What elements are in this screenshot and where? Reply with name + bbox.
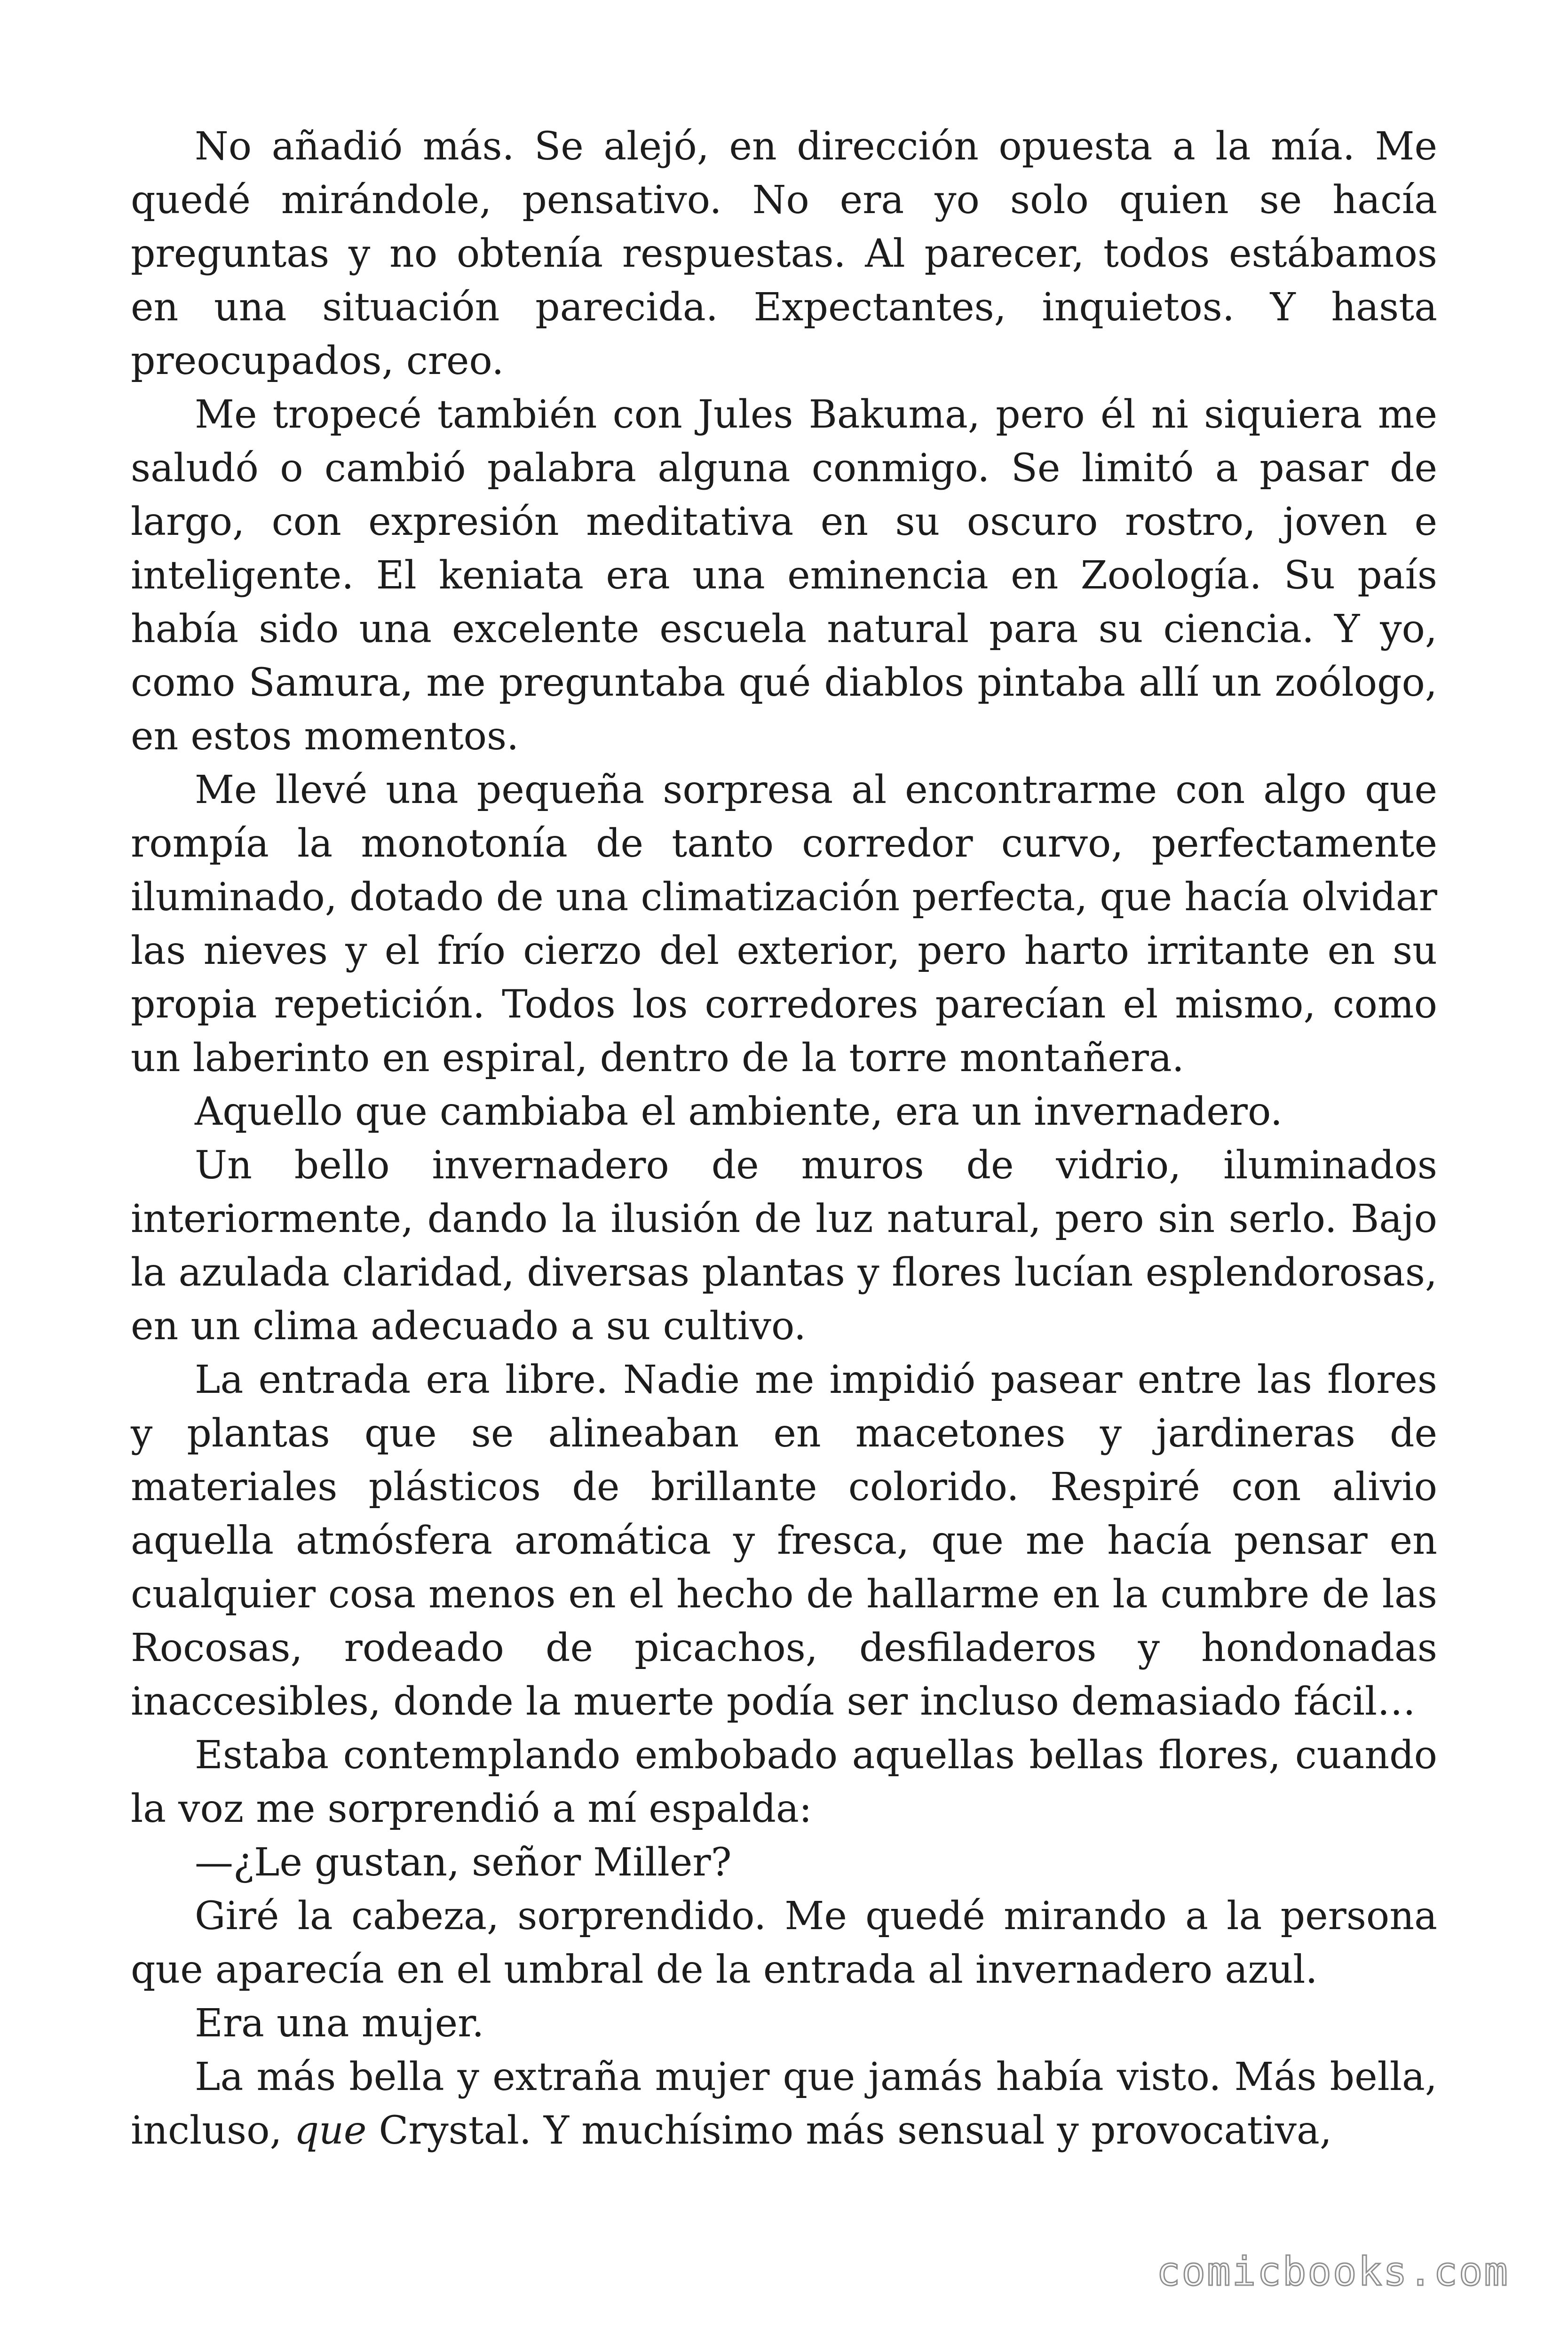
body-text	[131, 120, 1437, 2158]
paragraph: Me tropecé también con Jules Bakuma, pero él ni siquiera me saludó o cambió palabra alguna conmigo. Se limitó a pasar de largo, con expresión meditativa en su oscuro rostro, joven e inteligente. El keniata era una eminencia en Zoología. Su país había sido una excelente escuela natural para su ciencia. Y yo, como Samura, me preguntaba qué diablos pintaba allí un zoólogo, en estos momentos.	[131, 392, 1437, 759]
dialogue-line: —¿Le gustan, señor Miller?	[195, 1840, 732, 1885]
italic-word: que	[294, 2108, 367, 2153]
text-run: Crystal. Y muchísimo más sensual y provocativa,	[366, 2108, 1332, 2153]
paragraph: Era una mujer.	[195, 2001, 484, 2046]
paragraph: Giré la cabeza, sorprendido. Me quedé mirando a la persona que aparecía en el umbral de la entrada al invernadero azul.	[131, 1894, 1437, 1992]
paragraph-last	[131, 2050, 1437, 2158]
paragraph: Aquello que cambiaba el ambiente, era un invernadero.	[195, 1089, 1283, 1134]
watermark: comicbooks.com	[1156, 2249, 1509, 2295]
paragraph: Estaba contemplando embobado aquellas bellas flores, cuando la voz me sorprendió a mí espalda:	[131, 1733, 1437, 1831]
paragraph: Me llevé una pequeña sorpresa al encontrarme con algo que rompía la monotonía de tanto corredor curvo, perfectamente iluminado, dotado de una climatización perfecta, que hacía olvidar las nieves y el frío cierzo del exterior, pero harto irritante en su propia repetición. Todos los corredores parecían el mismo, como un laberinto en espiral, dentro de la torre montañera.	[131, 768, 1437, 1081]
paragraph: No añadió más. Se alejó, en dirección opuesta a la mía. Me quedé mirándole, pensativo. No era yo solo quien se hacía preguntas y no obtenía respuestas. Al parecer, todos estábamos en una situación parecida. Expectantes, inquietos. Y hasta preocupados, creo.	[131, 124, 1437, 383]
text-run: La más bella y extraña mujer que jamás había visto. Más bella, incluso,	[131, 2055, 1437, 2153]
paragraph: La entrada era libre. Nadie me impidió pasear entre las flores y plantas que se alineaban en macetones y jardineras de materiales plásticos de brillante colorido. Respiré con alivio aquella atmósfera aromática y fresca, que me hacía pensar en cualquier cosa menos en el hecho de hallarme en la cumbre de las Rocosas, rodeado de picachos, desfiladeros y hondonadas inaccesibles, donde la muerte podía ser incluso demasiado fácil…	[131, 1358, 1437, 1724]
paragraph: Un bello invernadero de muros de vidrio, iluminados interiormente, dando la ilusión de luz natural, pero sin serlo. Bajo la azulada claridad, diversas plantas y flores lucían esplendorosas, en un clima adecuado a su cultivo.	[131, 1143, 1437, 1349]
